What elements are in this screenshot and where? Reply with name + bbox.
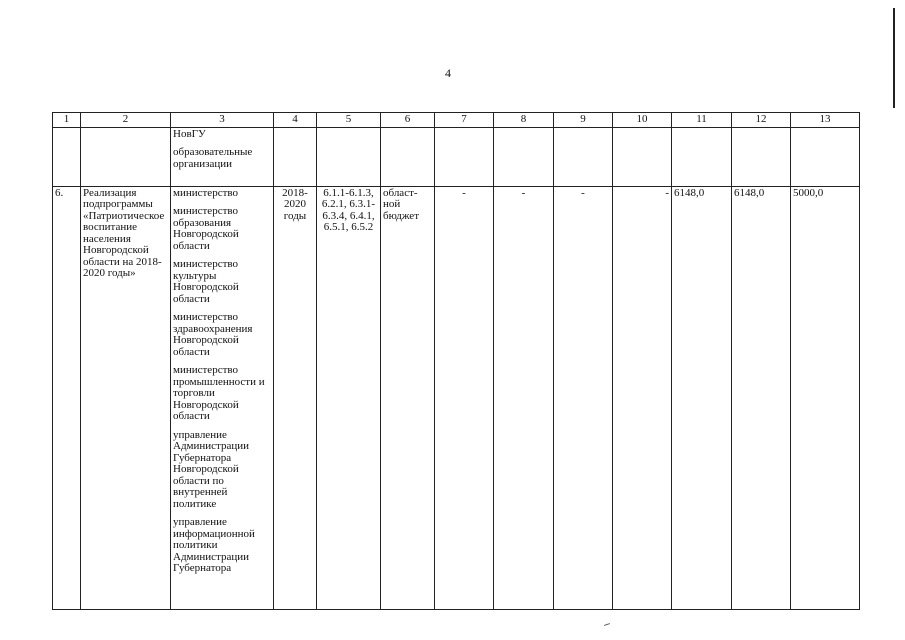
program-table bbox=[52, 112, 860, 610]
value-cell: 5000,0 bbox=[791, 186, 860, 609]
column-header: 3 bbox=[171, 113, 274, 128]
executor-item: министерство культуры Новгородской области bbox=[173, 258, 239, 305]
table-cell bbox=[791, 127, 860, 186]
column-header: 7 bbox=[435, 113, 494, 128]
column-header: 5 bbox=[317, 113, 381, 128]
executor-item: НовГУ bbox=[173, 127, 206, 140]
table-cell bbox=[494, 127, 554, 186]
value-cell: 6148,0 bbox=[732, 186, 791, 609]
value-cell: - bbox=[613, 186, 672, 609]
period-cell: 2018-2020 годы bbox=[274, 186, 317, 609]
column-header: 12 bbox=[732, 113, 791, 128]
indicators-cell: 6.1.1-6.1.3, 6.2.1, 6.3.1-6.3.4, 6.4.1, 6.5.1, 6.5.2 bbox=[317, 186, 381, 609]
executors-cell bbox=[171, 127, 274, 186]
activity-name: Реализация подпрограммы «Патриотическое воспитание населения Новгородской области на 2018-2020 годы» bbox=[81, 186, 171, 609]
table-row bbox=[53, 186, 860, 609]
table-cell bbox=[554, 127, 613, 186]
executor-item: управление Администрации Губернатора Новгородской области по внутренней политике bbox=[173, 428, 250, 510]
table-cell bbox=[613, 127, 672, 186]
scan-edge-line bbox=[893, 8, 895, 108]
table-cell bbox=[381, 127, 435, 186]
column-header: 13 bbox=[791, 113, 860, 128]
table-cell bbox=[435, 127, 494, 186]
table-cell bbox=[317, 127, 381, 186]
table-cell bbox=[53, 127, 81, 186]
column-header: 8 bbox=[494, 113, 554, 128]
column-header: 4 bbox=[274, 113, 317, 128]
scan-mark bbox=[604, 623, 610, 626]
executor-item: министерство здравоохранения Новгородской области bbox=[173, 311, 253, 358]
row-number: 6. bbox=[53, 186, 81, 609]
value-cell: - bbox=[435, 186, 494, 609]
column-number-row bbox=[53, 113, 860, 128]
executor-item: образовательные организации bbox=[173, 146, 253, 170]
column-header: 2 bbox=[81, 113, 171, 128]
executor-item: управление информационной политики Администрации Губернатора bbox=[173, 516, 255, 574]
page-number: 4 bbox=[445, 66, 451, 80]
value-cell: - bbox=[494, 186, 554, 609]
table-cell bbox=[274, 127, 317, 186]
column-header: 9 bbox=[554, 113, 613, 128]
source-cell: област-ной бюджет bbox=[381, 186, 435, 609]
column-header: 11 bbox=[672, 113, 732, 128]
table-cell bbox=[732, 127, 791, 186]
table-row bbox=[53, 127, 860, 186]
value-cell: 6148,0 bbox=[672, 186, 732, 609]
column-header: 6 bbox=[381, 113, 435, 128]
executors-cell bbox=[171, 186, 274, 609]
executor-item: министерство bbox=[173, 186, 239, 199]
executor-item: министерство образования Новгородской области bbox=[173, 205, 239, 252]
value-cell: - bbox=[554, 186, 613, 609]
executor-item: министерство промышленности и торговли Новгородской области bbox=[173, 364, 265, 422]
column-header: 1 bbox=[53, 113, 81, 128]
table-cell bbox=[81, 127, 171, 186]
table-cell bbox=[672, 127, 732, 186]
column-header: 10 bbox=[613, 113, 672, 128]
